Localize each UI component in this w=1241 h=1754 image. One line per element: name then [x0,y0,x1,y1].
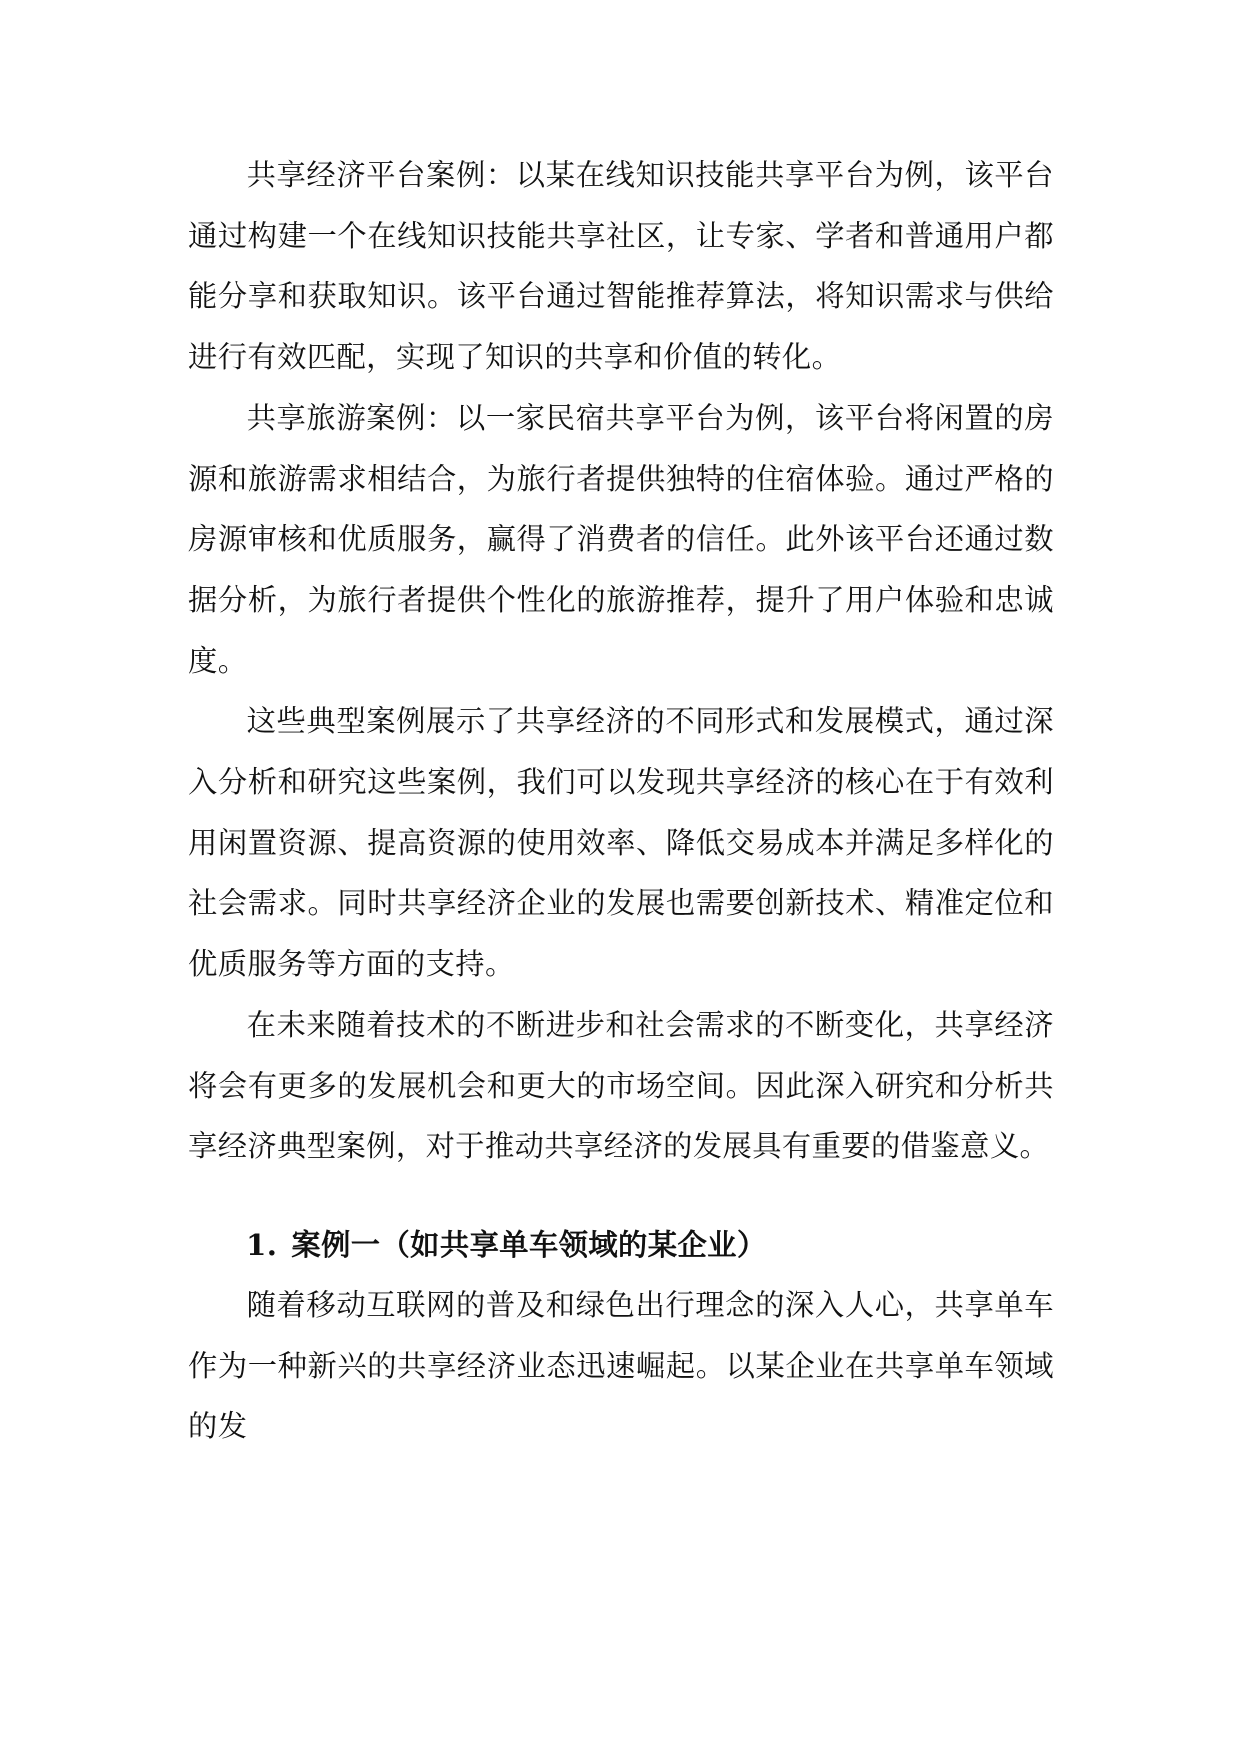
section-number: 1. [246,1226,278,1262]
paragraph-bike-sharing-intro: 随着移动互联网的普及和绿色出行理念的深入人心，共享单车作为一种新兴的共享经济业态迅速崛起。以某企业在共享单车领域的发 [188,1287,1054,1444]
paragraph-tourism-sharing-case: 共享旅游案例：以一家民宿共享平台为例，该平台将闲置的房源和旅游需求相结合，为旅行者提供独特的住宿体验。通过严格的房源审核和优质服务，赢得了消费者的信任。此外该平台还通过数据分析，为旅行者提供个性化的旅游推荐，提升了用户体验和忠诚度。 [188,400,1054,678]
section-heading [188,1215,1054,1275]
document-body [188,145,1054,1457]
paragraph-future-outlook: 在未来随着技术的不断进步和社会需求的不断变化，共享经济将会有更多的发展机会和更大的市场空间。因此深入研究和分析共享经济典型案例，对于推动共享经济的发展具有重要的借鉴意义。 [188,1007,1054,1164]
paragraph-knowledge-sharing-case: 共享经济平台案例：以某在线知识技能共享平台为例，该平台通过构建一个在线知识技能共享社区，让专家、学者和普通用户都能分享和获取知识。该平台通过智能推荐算法，将知识需求与供给进行有效匹配，实现了知识的共享和价值的转化。 [188,158,1054,375]
section-title: 案例一（如共享单车领域的某企业） [291,1226,767,1262]
paragraph-case-summary: 这些典型案例展示了共享经济的不同形式和发展模式，通过深入分析和研究这些案例，我们可以发现共享经济的核心在于有效利用闲置资源、提高资源的使用效率、降低交易成本并满足多样化的社会需求。同时共享经济企业的发展也需要创新技术、精准定位和优质服务等方面的支持。 [188,704,1054,982]
